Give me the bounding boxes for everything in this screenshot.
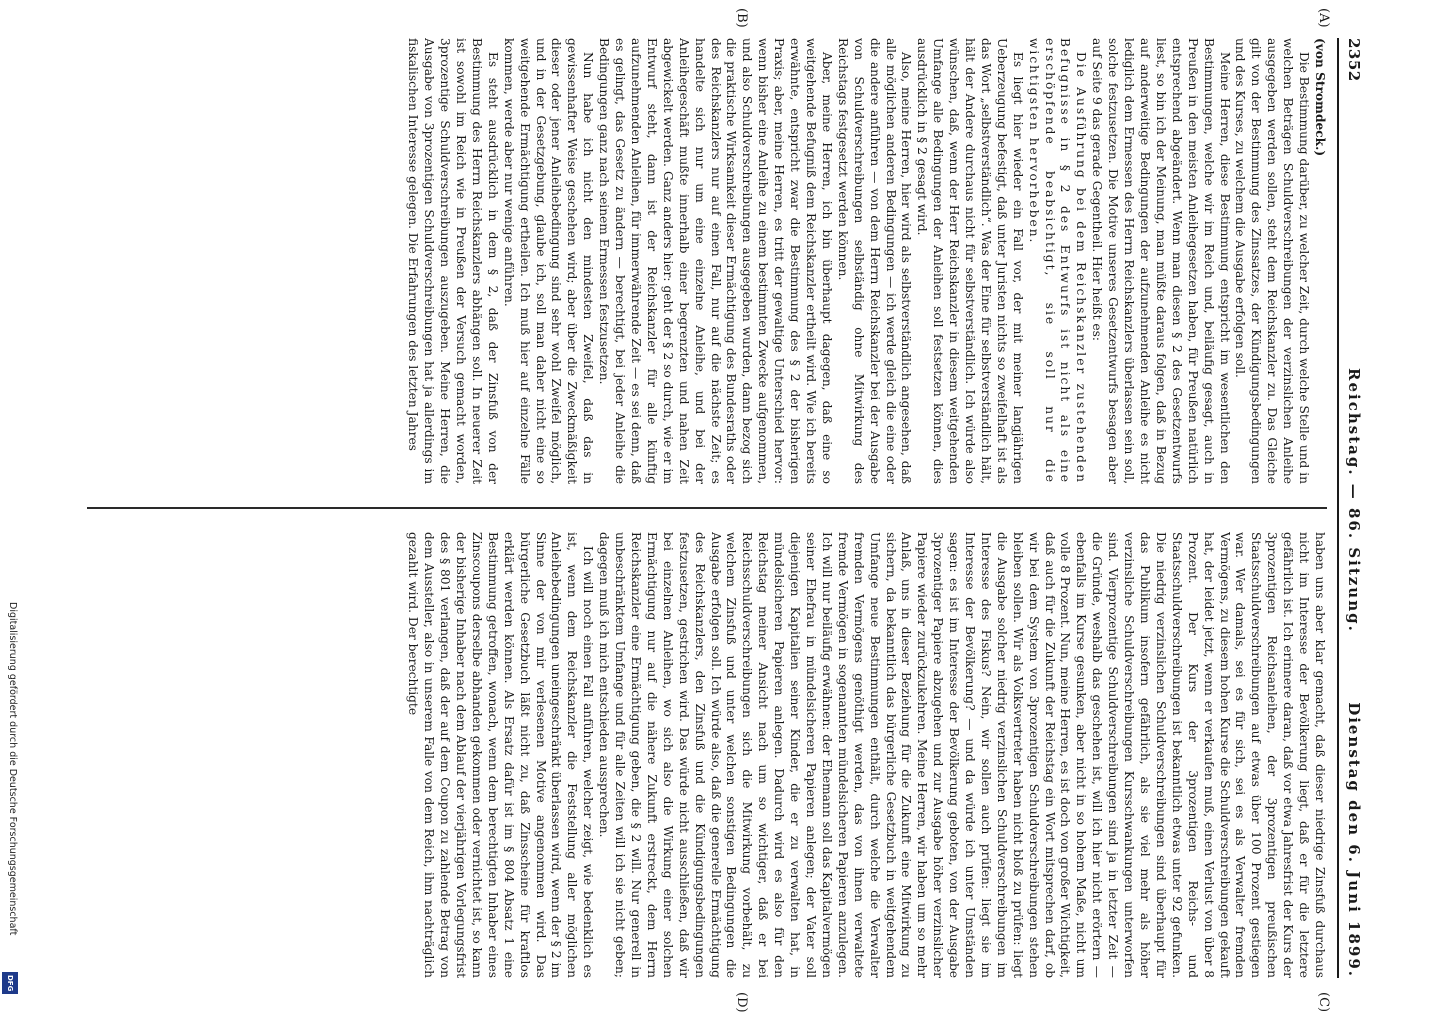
paragraph: Nun habe ich nicht den mindesten Zweifel, daß das in gewissenhafter Weise geschehen wird; aber über die Zweckmäßigkeit dieser oder jener Anleihebedingung sind sehr wohl Zweifel möglich, und in der Gesetzgebung, glaube ich, soll man daher nicht eine so weitgehende Ermächtigung ertheilen. Ich muß hier auf einzelne Fälle kommen, werde aber nur wenige anführen. [501, 38, 596, 484]
paragraph: Meine Herren, diese Bestimmung entspricht im wesentlichen den Bestimmungen, welche wir im Reich und, beiläufig gesagt, auch in Preußen in den meisten Anleihegesetzen haben, für Preußen natürlich entsprechend abgeändert. Wenn man diesen § 2 des Gesetzentwurfs liest, so bin ich der Meinung, man müßte daraus folgen, daß in Bezug auf anderweitige Bedingungen der aufzunehmenden Anleihe es nicht lediglich dem Ermessen des Herrn Reichskanzlers überlassen sein soll, solche festzusetzen. Die Motive unseres Gesetzentwurfs besagen aber auf Seite 9 das gerade Gegentheil. Hier heißt es: [1090, 38, 1232, 484]
page-header [1339, 38, 1367, 978]
page-title: Reichstag. — 86. Sitzung. [1345, 368, 1363, 633]
column-divider [87, 507, 1327, 509]
speaker-name: (von Stromdeck.) [1313, 38, 1327, 157]
paragraph: Es steht ausdrücklich in dem § 2, daß der Zinsfuß von der Bestimmung des Herrn Reichskanzlers abhängen soll. In neuerer Zeit ist sowohl im Reich wie in Preußen der Versuch gemacht worden, 3prozentige Schuldverschreibungen auszugeben. Meine Herren, die Ausgabe von 3prozentigen Schuldverschreibungen hat ja allerdings im fiskalischen Interesse gelegen. Die Erfahrungen des letzten Jahres [406, 38, 500, 484]
paragraph: Es liegt hier wieder ein Fall vor, der mit meiner langjährigen Ueberzeugung befestigt, daß unter Juristen nichts so zweifelhaft ist als das Wort „selbstverständlich“. Was der Eine für selbstverständlich hält, hält der Andere durchaus nicht für selbstverständlich. Ich würde also wünschen, daß, wenn der Herr Reichskanzler in diesem weitgehenden Umfange alle Bedingungen der Anleihen soll festsetzen können, dies ausdrücklich in § 2 gesagt wird. [915, 38, 1025, 484]
page-number: 2352 [1345, 38, 1363, 82]
dfg-logo: DFG [2, 972, 18, 994]
paragraph: Die Bestimmung darüber, zu welcher Zeit, durch welche Stelle und in welchen Beträgen Schuldverschreibungen der verzinslichen Anleihe ausgegeben werden sollen, steht dem Reichskanzler zu. Das Gleiche gilt von der Bestimmung des Zinssatzes, der Kündigungsbedingungen und des Kurses, zu welchem die Ausgabe erfolgen soll. [1233, 38, 1312, 484]
margin-mark-d: (D) [734, 992, 749, 1013]
margin-mark-b: (B) [734, 8, 749, 28]
left-column [87, 38, 1327, 484]
right-column [87, 532, 1327, 978]
session-date: Dienstag den 6. Juni 1899. [1345, 702, 1363, 978]
digitization-credit [6, 602, 18, 992]
paragraph: Ich will noch einen Fall anführen, welcher zeigt, wie bedenklich es ist, wenn dem Reichskanzler die Feststellung aller möglichen Anleihebedingungen uneingeschränkt überlassen wird, wenn der § 2 im Sinne der von mir verlesenen Motive angenommen wird. Das bürgerliche Gesetzbuch läßt nicht zu, daß Zinsscheine für kraftlos erklärt werden können. Als Ersatz dafür ist im § 804 Absatz 1 eine Bestimmung getroffen, wonach, wenn dem berechtigten Inhaber eines Zinscoupons derselbe abhanden gekommen oder vernichtet ist, so kann der bisherige Inhaber nach dem Ablauf der vierjährigen Vorlegungsfrist des § 801 verlangen, daß der auf dem Coupon zu zahlende Betrag von dem Aussteller, also in unserem Falle von dem Reich, ihm nachträglich gezahlt wird. Der berechtigte [406, 532, 596, 978]
paragraph: haben uns aber klar gemacht, daß dieser niedrige Zinsfuß durchaus nicht im Interesse der Bevölkerung liegt, daß er für die letztere gefährlich ist. Ich erinnere daran, daß vor etwa Jahresfrist der Kurs der 3prozentigen Reichsanleihen, der 3prozentigen preußischen Staatsschuldverschreibungen auf etwas über 100 Prozent gestiegen war. Wer damals, sei es für sich, sei es als Verwalter fremden Vermögens, zu diesem hohen Kurse die Schuldverschreibungen gekauft hat, der leidet jetzt, wenn er verkaufen muß, einen Verlust von über 8 Prozent. Der Kurs der 3prozentigen Reichs- und Staatsschuldverschreibungen ist bekanntlich etwas unter 92 gefunken. Die niedrig verzinslichen Schuldverschreibungen sind überhaupt für das Publikum insofern gefährlich, als sie viel mehr als höher verzinsliche Schuldverschreibungen Kursschwankungen unterworfen sind. Vierprozentige Schuldverschreibungen sind ja in letzter Zeit — die Gründe, weshalb das geschehen ist, will ich hier nicht erörtern — ebenfalls im Kurse gesunken, aber nicht in so hohem Maße, nicht um volle 8 Prozent. Nun, meine Herren, es ist doch von großer Wichtigkeit, daß auch für die Zukunft der Reichstag ein Wort mitsprechen darf, ob wir bei dem System von 3prozentigen Schuldverschreibungen stehen bleiben sollen. Wir als Volksvertreter haben nicht bloß zu prüfen: liegt die Ausgabe solcher niedrig verzinslichen Schuldverschreibungen im Interesse des Fiskus? Nein, wir sollen auch prüfen: liegt sie im Interesse der Bevölkerung? — und da würde ich unter Umständen sagen: es ist im Interesse der Bevölkerung geboten, von der Ausgabe 3prozentiger Papiere abzugehen und zur Ausgabe höher verzinslicher Papiere wieder zurückzukehren. Meine Herren, wir haben um so mehr Anlaß, uns in dieser Beziehung für die Zukunft eine Mitwirkung zu sichern, da bekanntlich das bürgerliche Gesetzbuch in weitgehendem Umfange neue Bestimmungen enthält, durch welche die Verwalter fremden Vermögens genöthigt werden, das von ihnen verwaltete fremde Vermögen in sogenannten mündelsicheren Papieren anzulegen. Ich will nur beiläufig erwähnen: der Ehemann soll das Kapitalvermögen seiner Ehefrau in mündelsicheren Papieren anlegen; der Vater soll diejenigen Kapitalien seiner Kinder, die er zu verwalten hat, in mündelsicheren Papieren anlegen. Dadurch wird es also für den Reichstag meiner Ansicht nach um so wichtiger, daß er bei Reichsschuldverschreibungen sich die Mitwirkung vorbehält, zu welchem Zinsfuß und unter welchen sonstigen Bedingungen die Ausgabe erfolgen soll. Ich würde also, daß die generelle Ermächtigung des Reichskanzlers, den Zinsfuß und die Kündigungsbedingungen festzusetzen, gestrichen wird. Das würde nicht ausschließen, daß wir bei einzelnen Anleihen, wo sich also die Wirkung einer solchen Ermächtigung nur auf die nähere Zukunft erstreckt, dem Herrn Reichskanzler eine Ermächtigung geben, die § 2 will. Nur generell in unbeschränktem Umfange und für alle Zeiten will ich sie nicht geben; dagegen muß ich mich entschieden aussprechen. [597, 532, 1327, 978]
header-rule [1337, 38, 1339, 978]
credit-text: Digitalisierung gefördert durch die Deutsche Forschungsgemeinschaft [7, 602, 18, 936]
paragraph: Also, meine Herren, hier wird als selbstverständlich angesehen, daß alle möglichen anderen Bedingungen — ich werde gleich die eine oder die andere anführen — von dem Herrn Reichskanzler bei der Ausgabe von Schuldverschreibungen selbständig ohne Mitwirkung des Reichstags festgesetzt werden können. [835, 38, 914, 484]
document-page [77, 8, 1367, 1013]
paragraph: Aber, meine Herren, ich bin überhaupt dagegen, daß eine so weitgehende Befugniß dem Reichskanzler ertheilt wird. Wie ich bereits erwähnte, entspricht zwar die Bestimmung des § 2 der bisherigen Praxis; aber, meine Herren, es tritt der gewaltige Unterschied hervor: wenn bisher eine Anleihe zu einem bestimmten Zwecke aufgenommen, und also Schuldverschreibungen ausgegeben wurden, dann bezog sich die praktische Wirksamkeit dieser Ermächtigung des Bundesraths oder des Reichskanzlers nur auf einen Fall, nur auf die nächste Zeit; es handelte sich nur um eine einzelne Anleihe, und bei der Anleihegeschäft mußte innerhalb einer begrenzten und nahen Zeit abgewickelt werden. Ganz anders hier: geht der § 2 so durch, wie er im Entwurf steht, dann ist der Reichskanzler für alle künftig aufzunehmenden Anleihen, für immerwährende Zeit — es sei denn, daß es gelingt, das Gesetz zu ändern — berechtigt, bei jeder Anleihe die Bedingungen ganz nach seinem Ermessen festzusetzen. [597, 38, 834, 484]
margin-mark-a: (A) [1316, 8, 1331, 28]
quoted-paragraph: Die Ausführung bei dem Reichskanzler zustehenden Befugnisse in § 2 des Entwurfs ist nicht als eine erschöpfende beabsichtigt, sie soll nur die wichtigsten hervorheben. [1026, 38, 1089, 484]
margin-mark-c: (C) [1316, 992, 1331, 1013]
